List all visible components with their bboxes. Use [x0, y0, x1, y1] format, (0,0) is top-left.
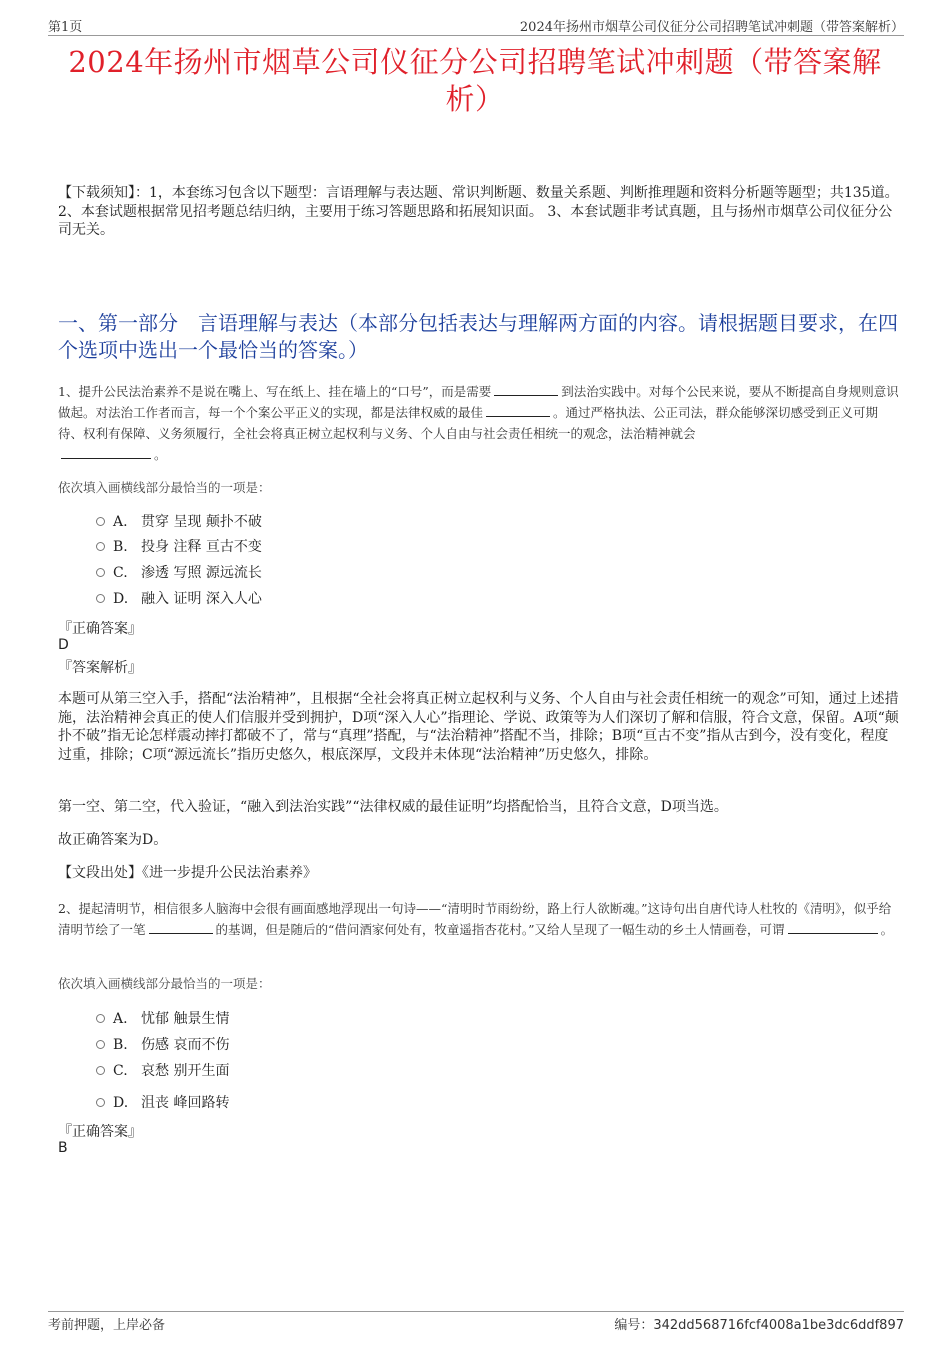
blank-1	[149, 922, 213, 934]
analysis-paragraph-1: 本题可从第三空入手，搭配“法治精神”，且根据“全社会将真正树立起权利与义务、个人自由与社会责任相统一的观念”可知，通过上述措施，法治精神会真正的使人们信服并受到拥护，D项“深入人心”指理论、学说、政策等为人们深切了解和信服，符合文意，保留。A项“颠扑不破”指无论怎样震动摔打都破不了，常与“真理”搭配，与“法治精神”搭配不当，排除；B项“亘古不变”指从古到今，没有变化，程度过重，排除；C项“源远流长”指历史悠久，根底深厚，文段并未体现“法治精神”历史悠久，排除。	[58, 691, 899, 763]
correct-answer: D	[58, 637, 69, 653]
correct-answer-label: 『正确答案』	[58, 621, 142, 637]
document-code: 编号：342dd568716fcf4008a1be3dc6ddf897	[614, 1318, 904, 1333]
analysis-paragraph-2: 第一空、第二空，代入验证，“融入到法治实践”“法律权威的最佳证明”均搭配恰当，且符合文意，D项当选。	[58, 799, 728, 815]
q1-option-c[interactable]: C. 渗透 写照 源远流长	[96, 563, 262, 583]
radio-icon[interactable]	[96, 1040, 105, 1049]
radio-icon[interactable]	[96, 594, 105, 603]
question-1-text: 1、提升公民法治素养不是说在嘴上、写在纸上、挂在墙上的“口号”，而是需要 到法治实践中。对每个公民来说，要从不断提高自身规则意识做起。对法治工作者而言，每一个个案公平正义的实现，都是法律权威的最佳 。通过严格执法、公正司法，群众能够深切感受到正义可期待、权利有保障、义务须履行，全社会将真正树立起权利与义务、个人自由与社会责任相统一的观念，法治精神就会 。	[58, 384, 899, 462]
analysis-paragraph-3: 故正确答案为D。	[58, 832, 168, 848]
analysis-label: 『答案解析』	[58, 660, 142, 676]
blank-1	[494, 384, 558, 396]
radio-icon[interactable]	[96, 542, 105, 551]
q2-option-b[interactable]: B. 伤感 哀而不伤	[96, 1035, 229, 1055]
q2-option-c[interactable]: C. 哀愁 别开生面	[96, 1061, 229, 1081]
source-citation: 【文段出处】《进一步提升公民法治素养》	[58, 865, 317, 881]
q2-option-a[interactable]: A. 忧郁 触景生情	[96, 1009, 229, 1029]
radio-icon[interactable]	[96, 1066, 105, 1075]
blank-3	[61, 447, 151, 459]
radio-icon[interactable]	[96, 1098, 105, 1107]
q1-option-d[interactable]: D. 融入 证明 深入人心	[96, 589, 262, 609]
q1-option-a[interactable]: A. 贯穿 呈现 颠扑不破	[96, 512, 262, 532]
radio-icon[interactable]	[96, 568, 105, 577]
question-2-lead: 依次填入画横线部分最恰当的一项是：	[58, 976, 271, 991]
question-2-text: 2、提起清明节，相信很多人脑海中会很有画面感地浮现出一句诗——“清明时节雨纷纷，路上行人欲断魂。”这诗句出自唐代诗人杜牧的《清明》，似乎给清明节绘了一笔 的基调，但是随后的“借问酒家何处有，牧童遥指杏花村。”又给人呈现了一幅生动的乡土人情画卷，可谓 。	[58, 901, 894, 937]
download-notice: 【下载须知】：1，本套练习包含以下题型：言语理解与表达题、常识判断题、数量关系题、判断推理题和资料分析题等题型；共135道。 2、本套试题根据常见招考题总结归纳，主要用于练习答题思路和拓展知识面。 3、本套试题非考试真题，且与扬州市烟草公司仪征分公司无关。	[58, 185, 899, 238]
correct-answer-label: 『正确答案』	[58, 1124, 142, 1140]
blank-2	[486, 405, 550, 417]
page-number: 第1页	[48, 20, 83, 35]
radio-icon[interactable]	[96, 1014, 105, 1023]
blank-2	[788, 922, 878, 934]
q1-option-b[interactable]: B. 投身 注释 亘古不变	[96, 537, 262, 557]
page-title: 2024年扬州市烟草公司仪征分公司招聘笔试冲刺题（带答案解析）	[68, 45, 882, 116]
footer-slogan: 考前押题，上岸必备	[48, 1318, 166, 1333]
page-footer	[48, 1311, 904, 1335]
page-header	[48, 14, 904, 36]
section-heading: 一、第一部分 言语理解与表达（本部分包括表达与理解两方面的内容。请根据题目要求，在四个选项中选出一个最恰当的答案。）	[58, 311, 898, 362]
q2-option-d[interactable]: D. 沮丧 峰回路转	[96, 1093, 229, 1113]
correct-answer: B	[58, 1140, 68, 1156]
question-1-lead: 依次填入画横线部分最恰当的一项是：	[58, 480, 271, 495]
header-doc-title: 2024年扬州市烟草公司仪征分公司招聘笔试冲刺题（带答案解析）	[519, 20, 904, 35]
radio-icon[interactable]	[96, 517, 105, 526]
